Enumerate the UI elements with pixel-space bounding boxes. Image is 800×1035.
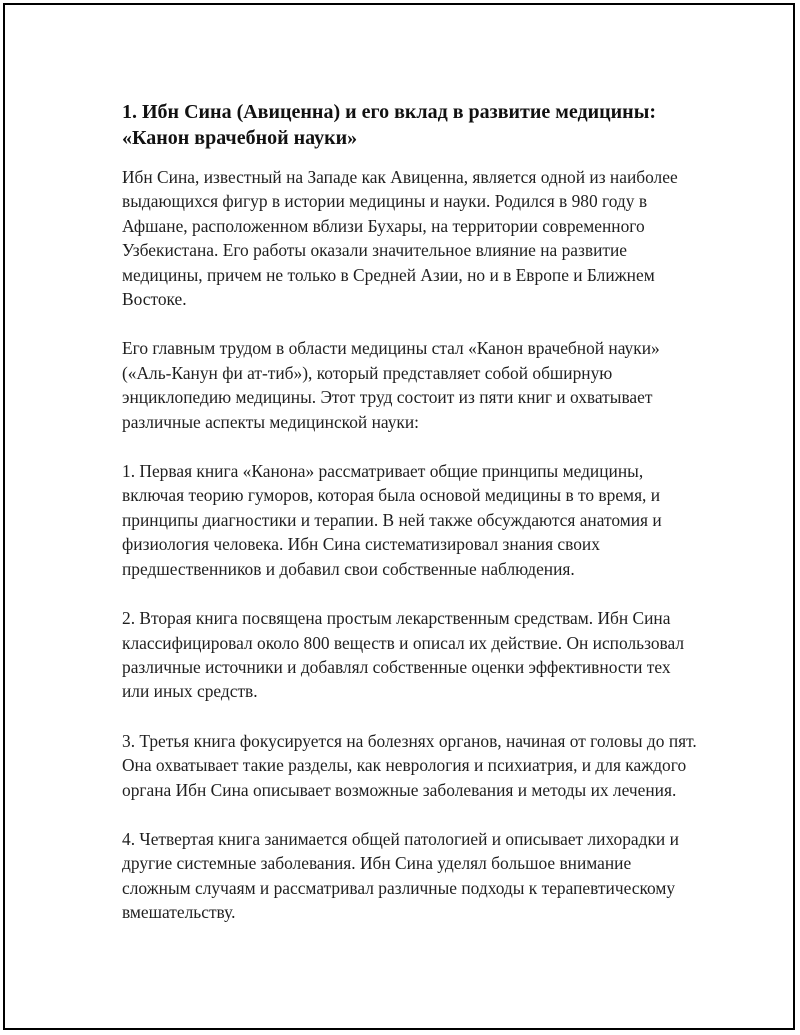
paragraph-book-1: 1. Первая книга «Канона» рассматривает общие принципы медицины, включая теорию гуморов, которая была основой медицины в то время, и принципы диагностики и терапии. В ней также обсуждаются анатомия и физиология человека. Ибн Сина систематизировал знания своих предшественников и добавил свои собственные наблюдения.: [122, 461, 662, 579]
page-frame: [3, 3, 795, 1030]
paragraph-book-4: 4. Четвертая книга занимается общей патологией и описывает лихорадки и другие системные заболевания. Ибн Сина уделял большое внимание сложным случаям и рассматривал различные подходы к терапевтическому вмешательству.: [122, 828, 679, 923]
document-body: [122, 99, 697, 950]
paragraph-canon: Его главным трудом в области медицины стал «Канон врачебной науки» («Аль-Канун фи ат-тиб»), который представляет собой обширную энциклопедию медицины. Этот труд состоит из пяти книг и охватывает различные аспекты медицинской науки:: [122, 338, 660, 432]
document-heading: 1. Ибн Сина (Авиценна) и его вклад в развитие медицины: «Канон врачебной науки»: [122, 101, 656, 149]
paragraph-intro: Ибн Сина, известный на Западе как Авиценна, является одной из наиболее выдающихся фигур в истории медицины и науки. Родился в 980 году в Афшане, расположенном вблизи Бухары, на территории современного Узбекистана. Его работы оказали значительное влияние на развитие медицины, причем не только в Средней Азии, но и в Европе и Ближнем Востоке.: [122, 167, 678, 310]
paragraph-book-3: 3. Третья книга фокусируется на болезнях органов, начиная от головы до пят. Она охватывает такие разделы, как неврология и психиатрия, и для каждого органа Ибн Сина описывает возможные заболевания и методы их лечения.: [122, 730, 697, 800]
paragraph-book-2: 2. Вторая книга посвящена простым лекарственным средствам. Ибн Сина классифицировал около 800 веществ и описал их действие. Он использовал различные источники и добавлял собственные оценки эффективности тех или иных средств.: [122, 608, 685, 702]
